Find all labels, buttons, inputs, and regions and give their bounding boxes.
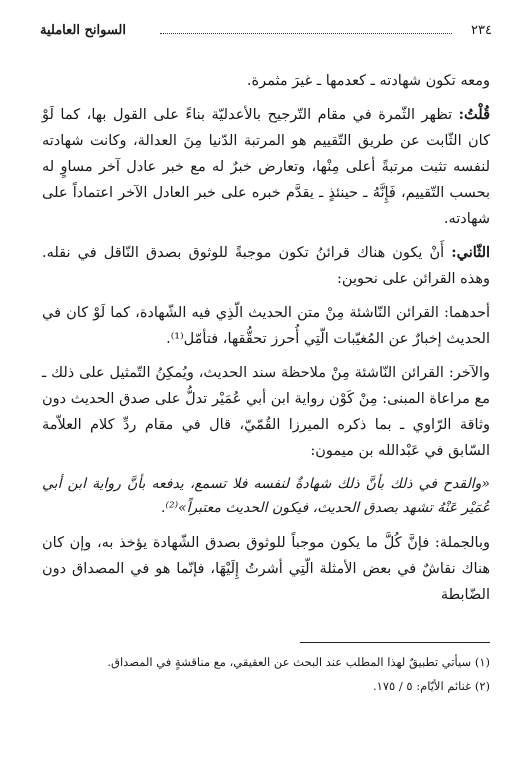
paragraph-2-lead: قُلْتُ: [458,106,490,123]
header-dotted-leader [160,33,452,34]
footnote-divider [300,642,490,643]
running-title: السوانح العاملية [40,23,126,38]
footnote-1: (١) سيأتي تطبيقٌ لهذا المطلب عند البحث عن العقيقي، مع مناقشةٍ في المصداق. [107,655,490,669]
paragraph-1: ومعه تكون شهادته ـ كعدمها ـ غيرَ مثمرة. [246,73,490,89]
footnotes [42,650,490,698]
paragraph-6: وبالجملة: فإنَّ كُلَّ ما يكون موجباً للوثوق بصدق الشّهادة يؤخذ به، وإن كان هناك نقاشٌ في بعض الأمثلة الّتِي أشرتُ إِلَيْهَا، فإنّما هو في المصداق دون الضّابطة [42,535,490,603]
block-quote: «والقدح في ذلك بأنَّ ذلك شهادةٌ لنفسه فلا تسمع، يدفعه بأنَّ رواية ابن أبي عُمَيْر عَنْهُ تشهد بصدق الحديث، فيكون الحديث معتبراً»⁽²⁾. [42,476,490,516]
paragraph-2-text: تظهر الثّمرة في مقام التّرجيح بالأعدليّة بناءً على القول بها، كما لَوْ كان الثّابت عن طريق التّقييم هو المرتبة الدّنيا مِنَ العدالة، وكانت شهادته لنفسه تثبت مرتبةً أعلى مِنْها، وتعارض خبرٌ له مع خبر عادل آخر مساوٍ له بحسب التّقييم، فَإِنَّهُ ـ حينئذٍ ـ يقدَّم خبره على خبر العادل الآخر اعتماداً على شهادته. [42,107,490,227]
page-header [40,20,492,42]
paragraph-3-lead: الثّاني: [451,244,491,261]
page-number: ٢٣٤ [471,23,492,38]
paragraph-5: والآخر: القرائن النّاشئة مِنْ ملاحظة سند الحديث، ويُمكِنُ التّمثيل على ذلك ـ مع مراعاة المبنى: مِنْ كَوْن رواية ابن أبي عُمَيْر تدلُّ على صدق الحديث دون وثاقة الرّاوي ـ بما ذكره الميرزا القُمّيّ، قال في مقام ردِّ كلام العلاّمة السّابق في عَبْدالله بن ميمون: [42,365,490,459]
paragraph-3 [42,240,490,292]
footnote-2: (٢) غنائم الأيّام: ٥ / ١٧٥. [373,679,490,693]
paragraph-2 [42,102,490,232]
paragraph-4: أحدهما: القرائن النّاشئة مِنْ متن الحديث الّذِي فيه الشّهادة، كما لَوْ كان في الحديث إخبارٌ عن المُغيّبات الّتِي أُحرز تحقُّقها، فتأمّل⁽¹⁾. [42,305,490,347]
page-body [42,68,490,616]
paragraph-3-text: أَنْ يكون هناك قرائنُ تكون موجبةً للوثوق بصدق النّاقل في نقله. وهذه القرائن على نحوين: [42,245,490,287]
